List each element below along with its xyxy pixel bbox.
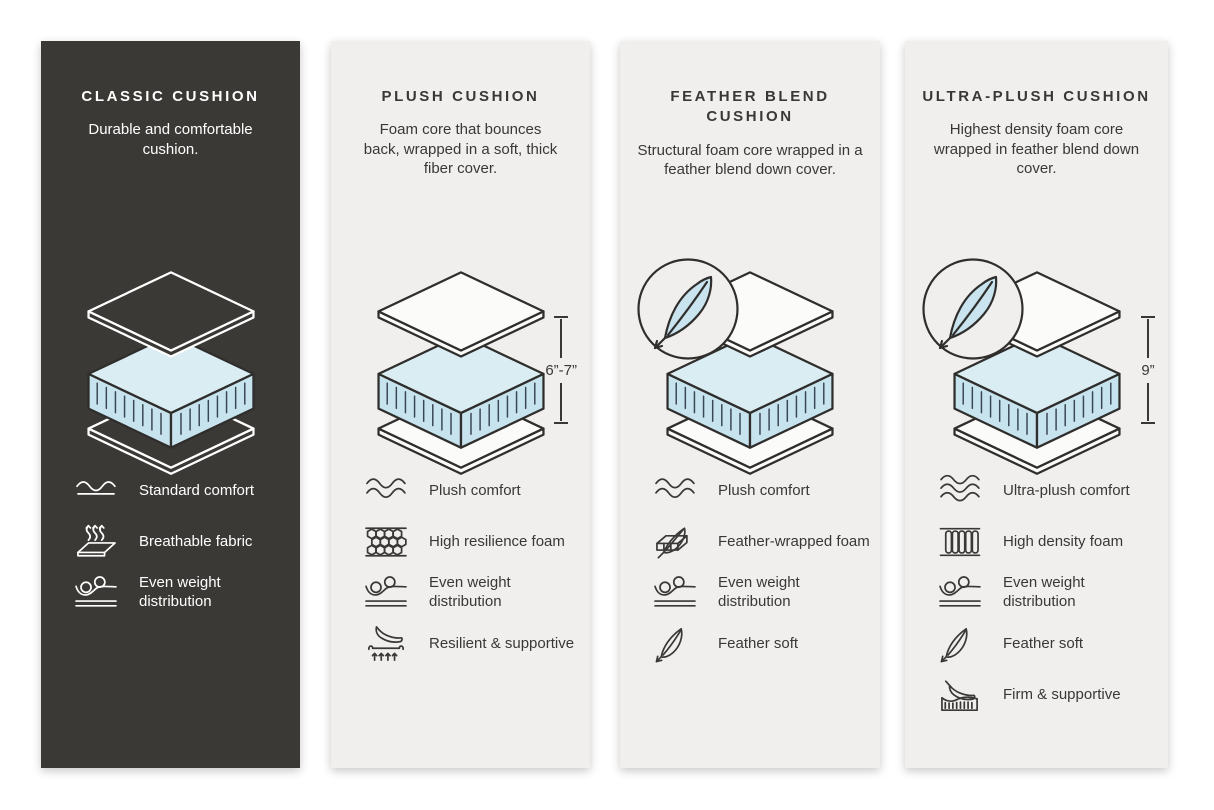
feature-row [935, 675, 1164, 715]
feature-row [361, 471, 586, 511]
feature-label: High resilience foam [429, 532, 565, 550]
dimension-line [1147, 383, 1149, 422]
feature-row [71, 573, 296, 613]
cushion-diagram [41, 254, 300, 499]
feature-row [650, 624, 876, 664]
feature-row [935, 573, 1164, 613]
wave-double-icon [361, 471, 411, 511]
feature-label: Feather soft [718, 634, 799, 652]
feather-icon [650, 624, 700, 664]
feature-label: High density foam [1003, 532, 1124, 550]
feather-icon [935, 624, 985, 664]
feature-row [71, 471, 296, 511]
cushion-diagram [620, 254, 880, 499]
feature-row [361, 522, 586, 562]
even-weight-icon [71, 573, 121, 613]
feature-label: Even weight distribution [1003, 574, 1085, 610]
feature-row [361, 624, 586, 664]
feature-row [935, 522, 1164, 562]
card-plush-cushion [331, 41, 590, 768]
cushion-diagram [331, 254, 590, 499]
feature-label: Breathable fabric [139, 532, 253, 550]
card-title: PLUSH CUSHION [381, 88, 540, 105]
feature-row [935, 624, 1164, 664]
feature-list [71, 471, 296, 624]
card-title: FEATHER BLEND CUSHION [670, 88, 830, 126]
wave-double-icon [650, 471, 700, 511]
card-title: CLASSIC CUSHION [81, 88, 260, 105]
dimension-line [560, 383, 562, 422]
feature-list [361, 471, 586, 675]
cushion-layers-illustration [71, 268, 271, 485]
even-weight-icon [361, 573, 411, 613]
feature-row [71, 522, 296, 562]
wave-triple-icon [935, 471, 985, 511]
feature-label: Resilient & supportive [429, 634, 575, 652]
firm-foot-icon [935, 675, 985, 715]
feature-row [650, 573, 876, 613]
even-weight-icon [650, 573, 700, 613]
dimension-cap [554, 422, 568, 424]
feature-list [935, 471, 1164, 726]
dimension-line [1147, 319, 1149, 358]
card-feather-blend-cushion [620, 41, 880, 768]
card-description: Durable and comfortable cushion. [88, 121, 253, 158]
dimension-cap [1141, 422, 1155, 424]
card-description: Highest density foam core wrapped in feather blend down cover. [933, 121, 1140, 178]
resilient-foot-icon [361, 624, 411, 664]
height-dimension [1141, 316, 1155, 424]
feature-label: Feather-wrapped foam [718, 532, 870, 550]
feather-badge-icon [635, 256, 741, 362]
feature-label: Firm & supportive [1003, 685, 1121, 703]
feature-label: Feather soft [1003, 634, 1084, 652]
dimension-cap [1141, 316, 1155, 318]
cushion-diagram [905, 254, 1168, 499]
feature-label: Plush comfort [718, 481, 810, 499]
feature-row [650, 522, 876, 562]
feature-row [361, 573, 586, 613]
feature-label: Even weight distribution [139, 574, 221, 610]
dimension-line [560, 319, 562, 358]
even-weight-icon [935, 573, 985, 613]
foam-density-icon [935, 522, 985, 562]
height-label: 9” [1141, 361, 1155, 379]
feature-label: Ultra-plush comfort [1003, 481, 1130, 499]
feature-label: Plush comfort [429, 481, 521, 499]
cushion-layers-illustration [361, 268, 561, 485]
height-label: 6”-7” [545, 361, 577, 379]
feature-row [935, 471, 1164, 511]
feature-label: Even weight distribution [429, 574, 511, 610]
card-ultra-plush-cushion [905, 41, 1168, 768]
feature-label: Even weight distribution [718, 574, 800, 610]
breathable-fabric-icon [71, 522, 121, 562]
wave-single-icon [71, 471, 121, 511]
card-classic-cushion [41, 41, 300, 768]
feature-label: Standard comfort [139, 481, 255, 499]
height-dimension [545, 316, 577, 424]
foam-honeycomb-icon [361, 522, 411, 562]
feather-badge-icon [920, 256, 1026, 362]
feather-foam-icon [650, 522, 700, 562]
card-title: ULTRA-PLUSH CUSHION [922, 88, 1151, 105]
feature-row [650, 471, 876, 511]
dimension-cap [554, 316, 568, 318]
feature-list [650, 471, 876, 675]
card-description: Structural foam core wrapped in a feather blend down cover. [637, 141, 863, 178]
card-description: Foam core that bounces back, wrapped in a soft, thick fiber cover. [363, 121, 558, 178]
